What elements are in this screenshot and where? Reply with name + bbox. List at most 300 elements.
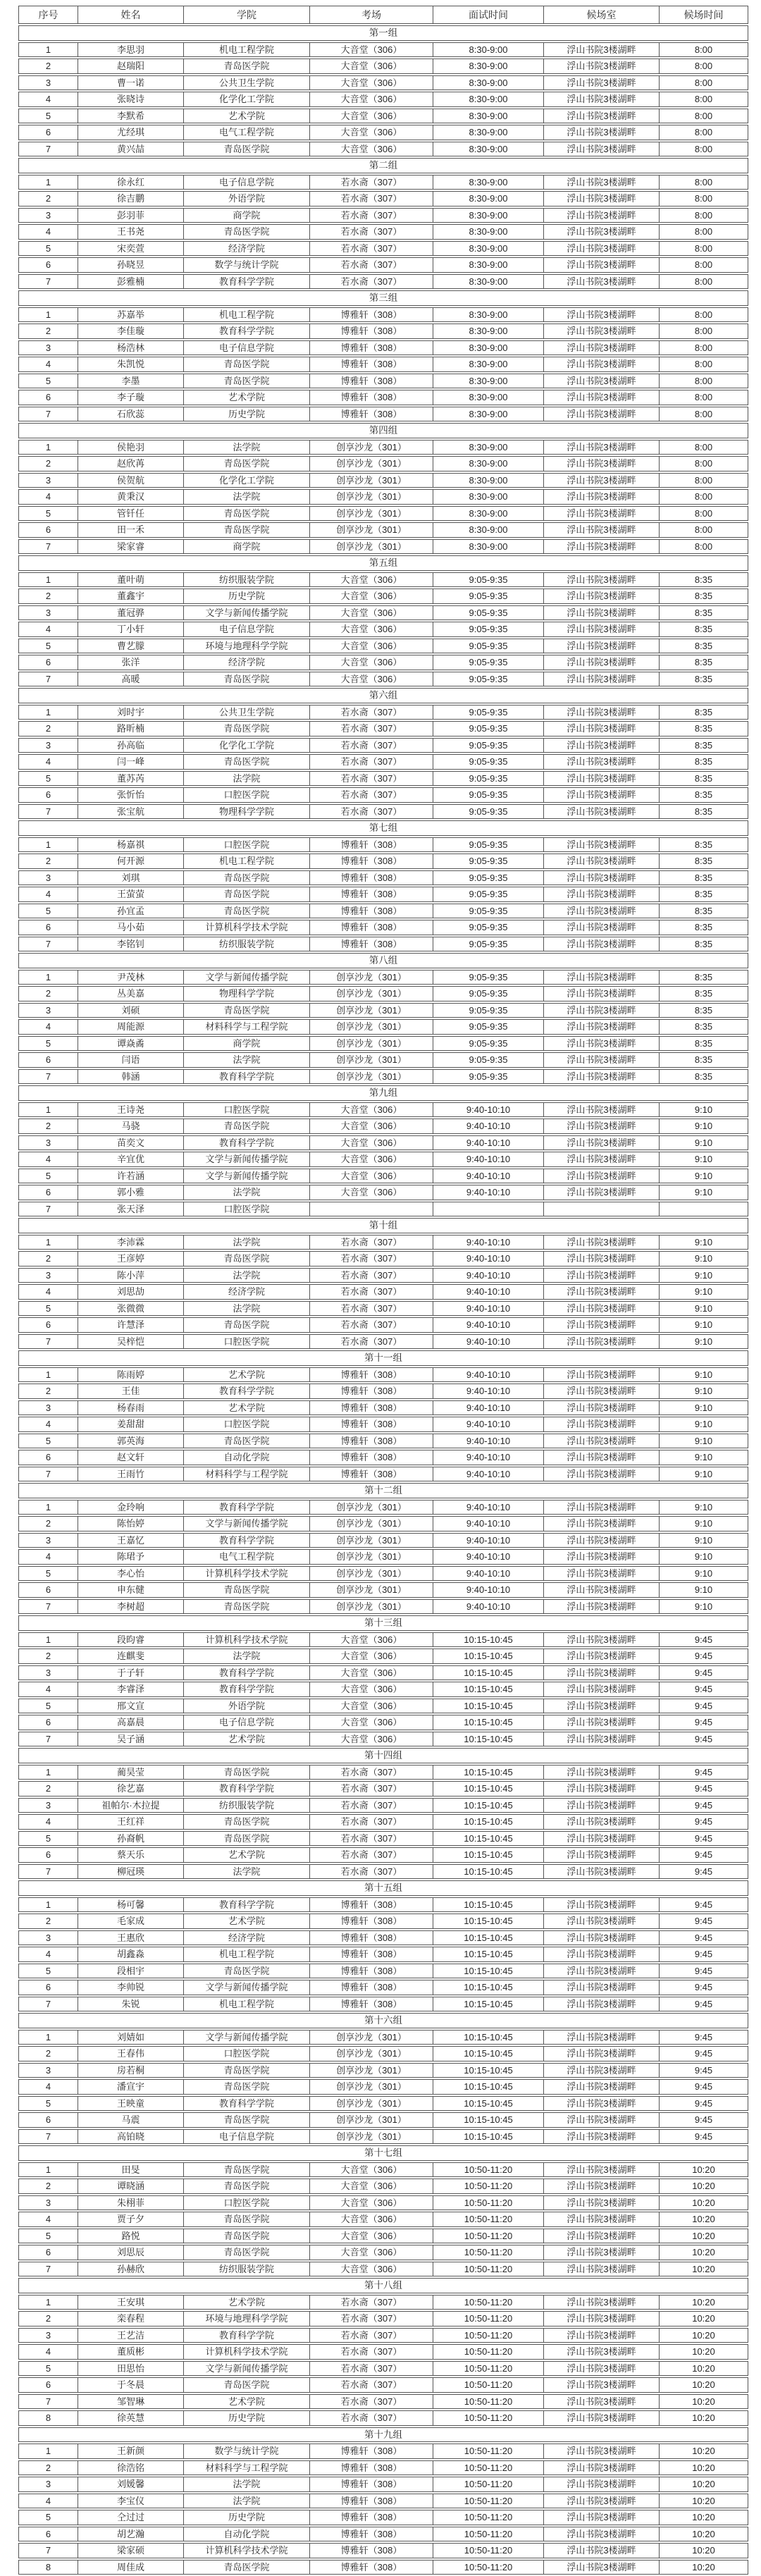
table-row bbox=[18, 109, 748, 124]
cell-waiting-time: 8:35 bbox=[660, 986, 748, 1002]
cell-room: 若水斋（307） bbox=[310, 754, 433, 770]
cell-waiting-time: 9:45 bbox=[660, 1964, 748, 1979]
table-row bbox=[18, 1102, 748, 1118]
cell-waiting-room: 浮山书院3楼湖畔 bbox=[544, 1864, 660, 1880]
cell-interview-time: 9:05-9:35 bbox=[433, 754, 544, 770]
cell-room: 若水斋（307） bbox=[310, 224, 433, 240]
cell-room: 大音堂（306） bbox=[310, 1118, 433, 1134]
table-row bbox=[18, 1864, 748, 1880]
group-header-row bbox=[18, 423, 748, 438]
cell-waiting-room: 浮山书院3楼湖畔 bbox=[544, 771, 660, 787]
cell-name: 申东健 bbox=[78, 1582, 184, 1598]
cell-waiting-time: 9:45 bbox=[660, 1913, 748, 1929]
cell-waiting-time: 8:00 bbox=[660, 374, 748, 389]
cell-college: 青岛医学院 bbox=[184, 1599, 310, 1615]
cell-interview-time: 8:30-9:00 bbox=[433, 257, 544, 273]
cell-waiting-time: 10:20 bbox=[660, 2295, 748, 2310]
cell-interview-time: 10:15-10:45 bbox=[433, 2046, 544, 2062]
cell-waiting-time: 8:00 bbox=[660, 75, 748, 91]
cell-seq: 7 bbox=[18, 804, 78, 820]
cell-college: 物理科学学院 bbox=[184, 804, 310, 820]
cell-room: 若水斋（307） bbox=[310, 1301, 433, 1317]
cell-name: 孙赫欣 bbox=[78, 2262, 184, 2277]
cell-waiting-room: 浮山书院3楼湖畔 bbox=[544, 2096, 660, 2112]
cell-name: 曹一诺 bbox=[78, 75, 184, 91]
cell-room: 创享沙龙（301） bbox=[310, 2030, 433, 2045]
cell-waiting-room bbox=[544, 1202, 660, 1217]
cell-college: 教育科学学院 bbox=[184, 1069, 310, 1085]
cell-waiting-time: 9:45 bbox=[660, 2046, 748, 2062]
cell-college: 艺术学院 bbox=[184, 1913, 310, 1929]
cell-college: 公共卫生学院 bbox=[184, 705, 310, 720]
cell-college: 公共卫生学院 bbox=[184, 75, 310, 91]
cell-seq: 1 bbox=[18, 705, 78, 720]
cell-waiting-time: 8:00 bbox=[660, 191, 748, 207]
cell-room: 大音堂（306） bbox=[310, 1135, 433, 1151]
cell-waiting-time: 8:00 bbox=[660, 109, 748, 124]
cell-college: 电气工程学院 bbox=[184, 1549, 310, 1565]
cell-name: 李默希 bbox=[78, 109, 184, 124]
cell-college: 口腔医学院 bbox=[184, 1334, 310, 1350]
cell-interview-time: 10:50-11:20 bbox=[433, 2410, 544, 2426]
cell-college: 法学院 bbox=[184, 1864, 310, 1880]
cell-name: 刘琪 bbox=[78, 870, 184, 886]
table-row bbox=[18, 2245, 748, 2260]
cell-college: 商学院 bbox=[184, 539, 310, 555]
cell-college: 法学院 bbox=[184, 1235, 310, 1250]
cell-name: 李宝仪 bbox=[78, 2494, 184, 2509]
cell-interview-time: 9:05-9:35 bbox=[433, 837, 544, 853]
cell-waiting-room: 浮山书院3楼湖畔 bbox=[544, 1284, 660, 1300]
cell-waiting-time: 9:10 bbox=[660, 1450, 748, 1465]
cell-college: 法学院 bbox=[184, 1052, 310, 1068]
cell-interview-time: 8:30-9:00 bbox=[433, 58, 544, 74]
cell-seq: 1 bbox=[18, 2162, 78, 2178]
cell-college: 青岛医学院 bbox=[184, 1582, 310, 1598]
cell-waiting-time: 8:35 bbox=[660, 1003, 748, 1018]
cell-room: 创享沙龙（301） bbox=[310, 506, 433, 522]
cell-seq: 7 bbox=[18, 2543, 78, 2558]
cell-waiting-time bbox=[660, 1202, 748, 1217]
table-row bbox=[18, 1202, 748, 1217]
cell-seq: 2 bbox=[18, 2046, 78, 2062]
cell-name: 董苏芮 bbox=[78, 771, 184, 787]
cell-waiting-time: 10:20 bbox=[660, 2543, 748, 2558]
table-row bbox=[18, 1765, 748, 1780]
cell-waiting-room: 浮山书院3楼湖畔 bbox=[544, 440, 660, 455]
group-label: 第七组 bbox=[18, 820, 748, 836]
table-row bbox=[18, 407, 748, 422]
cell-waiting-room: 浮山书院3楼湖畔 bbox=[544, 1102, 660, 1118]
cell-name: 辛宜优 bbox=[78, 1152, 184, 1167]
table-row bbox=[18, 1417, 748, 1432]
cell-waiting-time: 9:45 bbox=[660, 1847, 748, 1863]
table-row bbox=[18, 1913, 748, 1929]
cell-college: 艺术学院 bbox=[184, 2394, 310, 2410]
cell-college: 自动化学院 bbox=[184, 2527, 310, 2542]
cell-college: 计算机科学技术学院 bbox=[184, 2344, 310, 2360]
table-row bbox=[18, 473, 748, 488]
cell-waiting-time: 8:00 bbox=[660, 274, 748, 290]
cell-name: 贾子夕 bbox=[78, 2212, 184, 2227]
cell-seq: 1 bbox=[18, 2443, 78, 2459]
table-row bbox=[18, 2162, 748, 2178]
cell-waiting-room: 浮山书院3楼湖畔 bbox=[544, 2410, 660, 2426]
cell-waiting-time: 10:20 bbox=[660, 2460, 748, 2476]
cell-name: 王艺洁 bbox=[78, 2328, 184, 2343]
cell-name: 丁小轩 bbox=[78, 622, 184, 637]
cell-seq: 3 bbox=[18, 473, 78, 488]
table-row bbox=[18, 1467, 748, 1482]
cell-waiting-room: 浮山书院3楼湖畔 bbox=[544, 1301, 660, 1317]
cell-waiting-time: 8:00 bbox=[660, 92, 748, 107]
cell-waiting-time: 9:10 bbox=[660, 1317, 748, 1333]
table-row bbox=[18, 274, 748, 290]
table-row bbox=[18, 1699, 748, 1714]
cell-waiting-room: 浮山书院3楼湖畔 bbox=[544, 1814, 660, 1830]
cell-waiting-room: 浮山书院3楼湖畔 bbox=[544, 2112, 660, 2128]
cell-college: 法学院 bbox=[184, 440, 310, 455]
cell-seq: 6 bbox=[18, 1847, 78, 1863]
cell-seq: 2 bbox=[18, 323, 78, 339]
cell-waiting-time: 8:35 bbox=[660, 655, 748, 670]
table-row bbox=[18, 787, 748, 803]
cell-waiting-time: 9:10 bbox=[660, 1516, 748, 1532]
cell-name: 李子璇 bbox=[78, 390, 184, 405]
cell-waiting-time: 9:45 bbox=[660, 1947, 748, 1962]
cell-seq: 3 bbox=[18, 738, 78, 753]
cell-waiting-time: 8:00 bbox=[660, 506, 748, 522]
table-row bbox=[18, 1169, 748, 1184]
cell-college: 艺术学院 bbox=[184, 1732, 310, 1747]
cell-waiting-room: 浮山书院3楼湖畔 bbox=[544, 1831, 660, 1847]
cell-seq: 2 bbox=[18, 1251, 78, 1267]
table-row bbox=[18, 1334, 748, 1350]
cell-seq: 6 bbox=[18, 2377, 78, 2393]
cell-college: 口腔医学院 bbox=[184, 787, 310, 803]
column-header-waiting-room: 候场室 bbox=[544, 6, 660, 24]
cell-name: 陈雨婷 bbox=[78, 1367, 184, 1383]
cell-waiting-time: 8:00 bbox=[660, 42, 748, 58]
cell-seq: 1 bbox=[18, 970, 78, 985]
cell-interview-time: 10:50-11:20 bbox=[433, 2245, 544, 2260]
cell-waiting-time: 8:00 bbox=[660, 307, 748, 323]
cell-name: 刘媛馨 bbox=[78, 2477, 184, 2492]
cell-name: 栾春程 bbox=[78, 2311, 184, 2327]
cell-college: 法学院 bbox=[184, 2477, 310, 2492]
cell-college: 化学化工学院 bbox=[184, 92, 310, 107]
cell-interview-time: 9:40-10:10 bbox=[433, 1467, 544, 1482]
cell-interview-time: 8:30-9:00 bbox=[433, 307, 544, 323]
cell-name: 王萤萤 bbox=[78, 887, 184, 902]
table-row bbox=[18, 1235, 748, 1250]
cell-waiting-time: 8:00 bbox=[660, 224, 748, 240]
cell-waiting-room: 浮山书院3楼湖畔 bbox=[544, 2443, 660, 2459]
cell-waiting-time: 9:10 bbox=[660, 1599, 748, 1615]
cell-waiting-room: 浮山书院3楼湖畔 bbox=[544, 374, 660, 389]
cell-waiting-room: 浮山书院3楼湖畔 bbox=[544, 2063, 660, 2078]
cell-interview-time: 9:40-10:10 bbox=[433, 1102, 544, 1118]
cell-interview-time: 8:30-9:00 bbox=[433, 390, 544, 405]
cell-name: 田旻 bbox=[78, 2162, 184, 2178]
cell-seq: 6 bbox=[18, 1582, 78, 1598]
cell-waiting-room: 浮山书院3楼湖畔 bbox=[544, 1648, 660, 1664]
cell-room: 大音堂（306） bbox=[310, 42, 433, 58]
group-label: 第六组 bbox=[18, 688, 748, 703]
cell-room: 若水斋（307） bbox=[310, 804, 433, 820]
cell-seq: 6 bbox=[18, 2112, 78, 2128]
cell-college: 材料科学与工程学院 bbox=[184, 1019, 310, 1035]
table-row bbox=[18, 2328, 748, 2343]
cell-seq: 7 bbox=[18, 1864, 78, 1880]
cell-seq: 5 bbox=[18, 374, 78, 389]
cell-college: 青岛医学院 bbox=[184, 2178, 310, 2194]
cell-seq: 3 bbox=[18, 1533, 78, 1548]
cell-waiting-time: 10:20 bbox=[660, 2443, 748, 2459]
cell-seq: 3 bbox=[18, 1930, 78, 1946]
cell-waiting-time: 9:10 bbox=[660, 1417, 748, 1432]
cell-waiting-room: 浮山书院3楼湖畔 bbox=[544, 241, 660, 257]
cell-college: 艺术学院 bbox=[184, 390, 310, 405]
cell-waiting-room: 浮山书院3楼湖畔 bbox=[544, 787, 660, 803]
cell-waiting-room: 浮山书院3楼湖畔 bbox=[544, 1913, 660, 1929]
cell-seq: 7 bbox=[18, 1997, 78, 2012]
cell-interview-time: 10:50-11:20 bbox=[433, 2195, 544, 2211]
cell-seq: 2 bbox=[18, 2178, 78, 2194]
group-label: 第四组 bbox=[18, 423, 748, 438]
cell-seq: 4 bbox=[18, 1152, 78, 1167]
cell-room: 若水斋（307） bbox=[310, 2328, 433, 2343]
cell-college: 法学院 bbox=[184, 2494, 310, 2509]
cell-waiting-room: 浮山书院3楼湖畔 bbox=[544, 2030, 660, 2045]
cell-room: 博雅轩（308） bbox=[310, 1434, 433, 1449]
cell-seq: 5 bbox=[18, 1831, 78, 1847]
cell-room: 大音堂（306） bbox=[310, 1632, 433, 1648]
cell-college: 口腔医学院 bbox=[184, 2046, 310, 2062]
cell-room: 博雅轩（308） bbox=[310, 1997, 433, 2012]
cell-college: 电子信息学院 bbox=[184, 2129, 310, 2145]
table-row bbox=[18, 42, 748, 58]
cell-college: 青岛医学院 bbox=[184, 2212, 310, 2227]
table-row bbox=[18, 1648, 748, 1664]
cell-seq: 2 bbox=[18, 2311, 78, 2327]
cell-room: 博雅轩（308） bbox=[310, 407, 433, 422]
cell-seq: 8 bbox=[18, 2560, 78, 2575]
cell-seq: 4 bbox=[18, 1947, 78, 1962]
cell-room: 博雅轩（308） bbox=[310, 340, 433, 356]
table-row bbox=[18, 2030, 748, 2045]
cell-name: 于子轩 bbox=[78, 1665, 184, 1681]
cell-room: 博雅轩（308） bbox=[310, 1913, 433, 1929]
cell-seq: 2 bbox=[18, 1516, 78, 1532]
cell-name: 胡鑫淼 bbox=[78, 1947, 184, 1962]
cell-waiting-time: 9:45 bbox=[660, 2063, 748, 2078]
cell-name: 马震 bbox=[78, 2112, 184, 2128]
cell-college: 青岛医学院 bbox=[184, 2377, 310, 2393]
cell-name: 王红祥 bbox=[78, 1814, 184, 1830]
cell-waiting-time: 10:20 bbox=[660, 2527, 748, 2542]
cell-interview-time: 8:30-9:00 bbox=[433, 374, 544, 389]
group-label: 第五组 bbox=[18, 555, 748, 571]
cell-room: 创享沙龙（301） bbox=[310, 2112, 433, 2128]
cell-college: 物理科学学院 bbox=[184, 986, 310, 1002]
cell-college: 青岛医学院 bbox=[184, 2560, 310, 2575]
cell-interview-time: 8:30-9:00 bbox=[433, 407, 544, 422]
cell-room: 博雅轩（308） bbox=[310, 1367, 433, 1383]
cell-waiting-time: 10:20 bbox=[660, 2212, 748, 2227]
cell-interview-time: 9:40-10:10 bbox=[433, 1549, 544, 1565]
cell-interview-time: 10:15-10:45 bbox=[433, 1913, 544, 1929]
cell-waiting-time: 9:45 bbox=[660, 2129, 748, 2145]
cell-interview-time: 9:05-9:35 bbox=[433, 1036, 544, 1052]
cell-interview-time: 10:15-10:45 bbox=[433, 2096, 544, 2112]
cell-name: 王安琪 bbox=[78, 2295, 184, 2310]
cell-college: 口腔医学院 bbox=[184, 837, 310, 853]
cell-college: 教育科学学院 bbox=[184, 1781, 310, 1797]
cell-waiting-time: 9:10 bbox=[660, 1367, 748, 1383]
group-header-row bbox=[18, 953, 748, 968]
cell-room: 大音堂（306） bbox=[310, 639, 433, 654]
cell-waiting-room: 浮山书院3楼湖畔 bbox=[544, 175, 660, 190]
group-label: 第九组 bbox=[18, 1085, 748, 1101]
cell-name: 李睿泽 bbox=[78, 1682, 184, 1697]
cell-waiting-room: 浮山书院3楼湖畔 bbox=[544, 92, 660, 107]
cell-name: 梁家硕 bbox=[78, 2543, 184, 2558]
cell-waiting-room: 浮山书院3楼湖畔 bbox=[544, 2460, 660, 2476]
table-row bbox=[18, 175, 748, 190]
cell-name: 彭雅楠 bbox=[78, 274, 184, 290]
table-row bbox=[18, 1847, 748, 1863]
cell-seq: 5 bbox=[18, 1699, 78, 1714]
group-label: 第十八组 bbox=[18, 2278, 748, 2293]
cell-room: 博雅轩（308） bbox=[310, 1417, 433, 1432]
table-row bbox=[18, 771, 748, 787]
cell-name: 路悦 bbox=[78, 2229, 184, 2244]
cell-name: 刘思劼 bbox=[78, 1284, 184, 1300]
cell-room: 创享沙龙（301） bbox=[310, 489, 433, 505]
cell-seq: 2 bbox=[18, 1383, 78, 1399]
cell-college: 青岛医学院 bbox=[184, 522, 310, 538]
cell-waiting-time: 8:35 bbox=[660, 920, 748, 935]
table-row bbox=[18, 307, 748, 323]
cell-college: 教育科学学院 bbox=[184, 1665, 310, 1681]
cell-waiting-room: 浮山书院3楼湖畔 bbox=[544, 1997, 660, 2012]
cell-seq: 6 bbox=[18, 1980, 78, 1995]
cell-seq: 5 bbox=[18, 109, 78, 124]
cell-name: 王雨竹 bbox=[78, 1467, 184, 1482]
cell-name: 马骁 bbox=[78, 1118, 184, 1134]
cell-name: 金玲响 bbox=[78, 1500, 184, 1515]
cell-name: 刘时宇 bbox=[78, 705, 184, 720]
cell-waiting-room: 浮山书院3楼湖畔 bbox=[544, 1847, 660, 1863]
cell-name: 徐英慧 bbox=[78, 2410, 184, 2426]
cell-room: 若水斋（307） bbox=[310, 1334, 433, 1350]
cell-name: 田思怡 bbox=[78, 2361, 184, 2377]
cell-room: 大音堂（306） bbox=[310, 1732, 433, 1747]
cell-college: 青岛医学院 bbox=[184, 58, 310, 74]
cell-college: 法学院 bbox=[184, 1268, 310, 1283]
cell-room: 创享沙龙（301） bbox=[310, 1069, 433, 1085]
cell-interview-time: 10:50-11:20 bbox=[433, 2212, 544, 2227]
cell-waiting-time: 9:45 bbox=[660, 1732, 748, 1747]
group-header-row bbox=[18, 158, 748, 173]
table-row bbox=[18, 323, 748, 339]
cell-waiting-time: 9:10 bbox=[660, 1334, 748, 1350]
cell-waiting-room: 浮山书院3楼湖畔 bbox=[544, 904, 660, 919]
cell-waiting-time: 9:45 bbox=[660, 1699, 748, 1714]
table-row bbox=[18, 1052, 748, 1068]
cell-waiting-time: 10:20 bbox=[660, 2178, 748, 2194]
cell-name: 马小茹 bbox=[78, 920, 184, 935]
cell-waiting-room: 浮山书院3楼湖畔 bbox=[544, 2262, 660, 2277]
cell-room: 大音堂（306） bbox=[310, 75, 433, 91]
cell-waiting-room: 浮山书院3楼湖畔 bbox=[544, 1516, 660, 1532]
cell-college: 青岛医学院 bbox=[184, 1317, 310, 1333]
cell-seq: 4 bbox=[18, 1019, 78, 1035]
cell-college: 环境与地理科学学院 bbox=[184, 639, 310, 654]
cell-seq: 3 bbox=[18, 2477, 78, 2492]
cell-room: 创享沙龙（301） bbox=[310, 2063, 433, 2078]
cell-name: 陈小萍 bbox=[78, 1268, 184, 1283]
cell-waiting-room: 浮山书院3楼湖畔 bbox=[544, 738, 660, 753]
cell-waiting-time: 9:45 bbox=[660, 1765, 748, 1780]
cell-room: 创享沙龙（301） bbox=[310, 1019, 433, 1035]
cell-seq: 1 bbox=[18, 175, 78, 190]
cell-waiting-room: 浮山书院3楼湖畔 bbox=[544, 1566, 660, 1582]
cell-room: 大音堂（306） bbox=[310, 1102, 433, 1118]
cell-waiting-time: 8:00 bbox=[660, 175, 748, 190]
cell-college: 青岛医学院 bbox=[184, 2112, 310, 2128]
cell-room: 若水斋（307） bbox=[310, 2394, 433, 2410]
cell-interview-time: 8:30-9:00 bbox=[433, 208, 544, 223]
cell-college: 教育科学学院 bbox=[184, 1383, 310, 1399]
cell-name: 梁家睿 bbox=[78, 539, 184, 555]
cell-interview-time: 10:15-10:45 bbox=[433, 1930, 544, 1946]
cell-room: 若水斋（307） bbox=[310, 2377, 433, 2393]
cell-waiting-room: 浮山书院3楼湖畔 bbox=[544, 2162, 660, 2178]
cell-interview-time: 8:30-9:00 bbox=[433, 125, 544, 140]
cell-name: 蔺昊莹 bbox=[78, 1765, 184, 1780]
cell-waiting-room: 浮山书院3楼湖畔 bbox=[544, 970, 660, 985]
cell-waiting-room: 浮山书院3楼湖畔 bbox=[544, 920, 660, 935]
cell-name: 宋奕萱 bbox=[78, 241, 184, 257]
table-row bbox=[18, 2295, 748, 2310]
cell-room: 博雅轩（308） bbox=[310, 323, 433, 339]
cell-waiting-time: 9:10 bbox=[660, 1251, 748, 1267]
cell-college: 艺术学院 bbox=[184, 1847, 310, 1863]
group-header-row bbox=[18, 2145, 748, 2161]
cell-seq: 1 bbox=[18, 1765, 78, 1780]
cell-interview-time: 10:50-11:20 bbox=[433, 2510, 544, 2525]
cell-name: 王嘉忆 bbox=[78, 1533, 184, 1548]
column-header-interview-time: 面试时间 bbox=[433, 6, 544, 24]
cell-interview-time: 8:30-9:00 bbox=[433, 456, 544, 472]
cell-interview-time: 10:15-10:45 bbox=[433, 1997, 544, 2012]
cell-interview-time: 9:05-9:35 bbox=[433, 920, 544, 935]
cell-room: 大音堂（306） bbox=[310, 2229, 433, 2244]
cell-name: 杨春雨 bbox=[78, 1400, 184, 1416]
cell-interview-time: 9:05-9:35 bbox=[433, 622, 544, 637]
cell-name: 赵文轩 bbox=[78, 1450, 184, 1465]
cell-waiting-time: 10:20 bbox=[660, 2477, 748, 2492]
cell-room: 若水斋（307） bbox=[310, 175, 433, 190]
table-row bbox=[18, 2494, 748, 2509]
cell-name: 王映童 bbox=[78, 2096, 184, 2112]
cell-seq: 5 bbox=[18, 771, 78, 787]
cell-seq: 7 bbox=[18, 937, 78, 952]
cell-interview-time: 10:15-10:45 bbox=[433, 1831, 544, 1847]
table-row bbox=[18, 887, 748, 902]
